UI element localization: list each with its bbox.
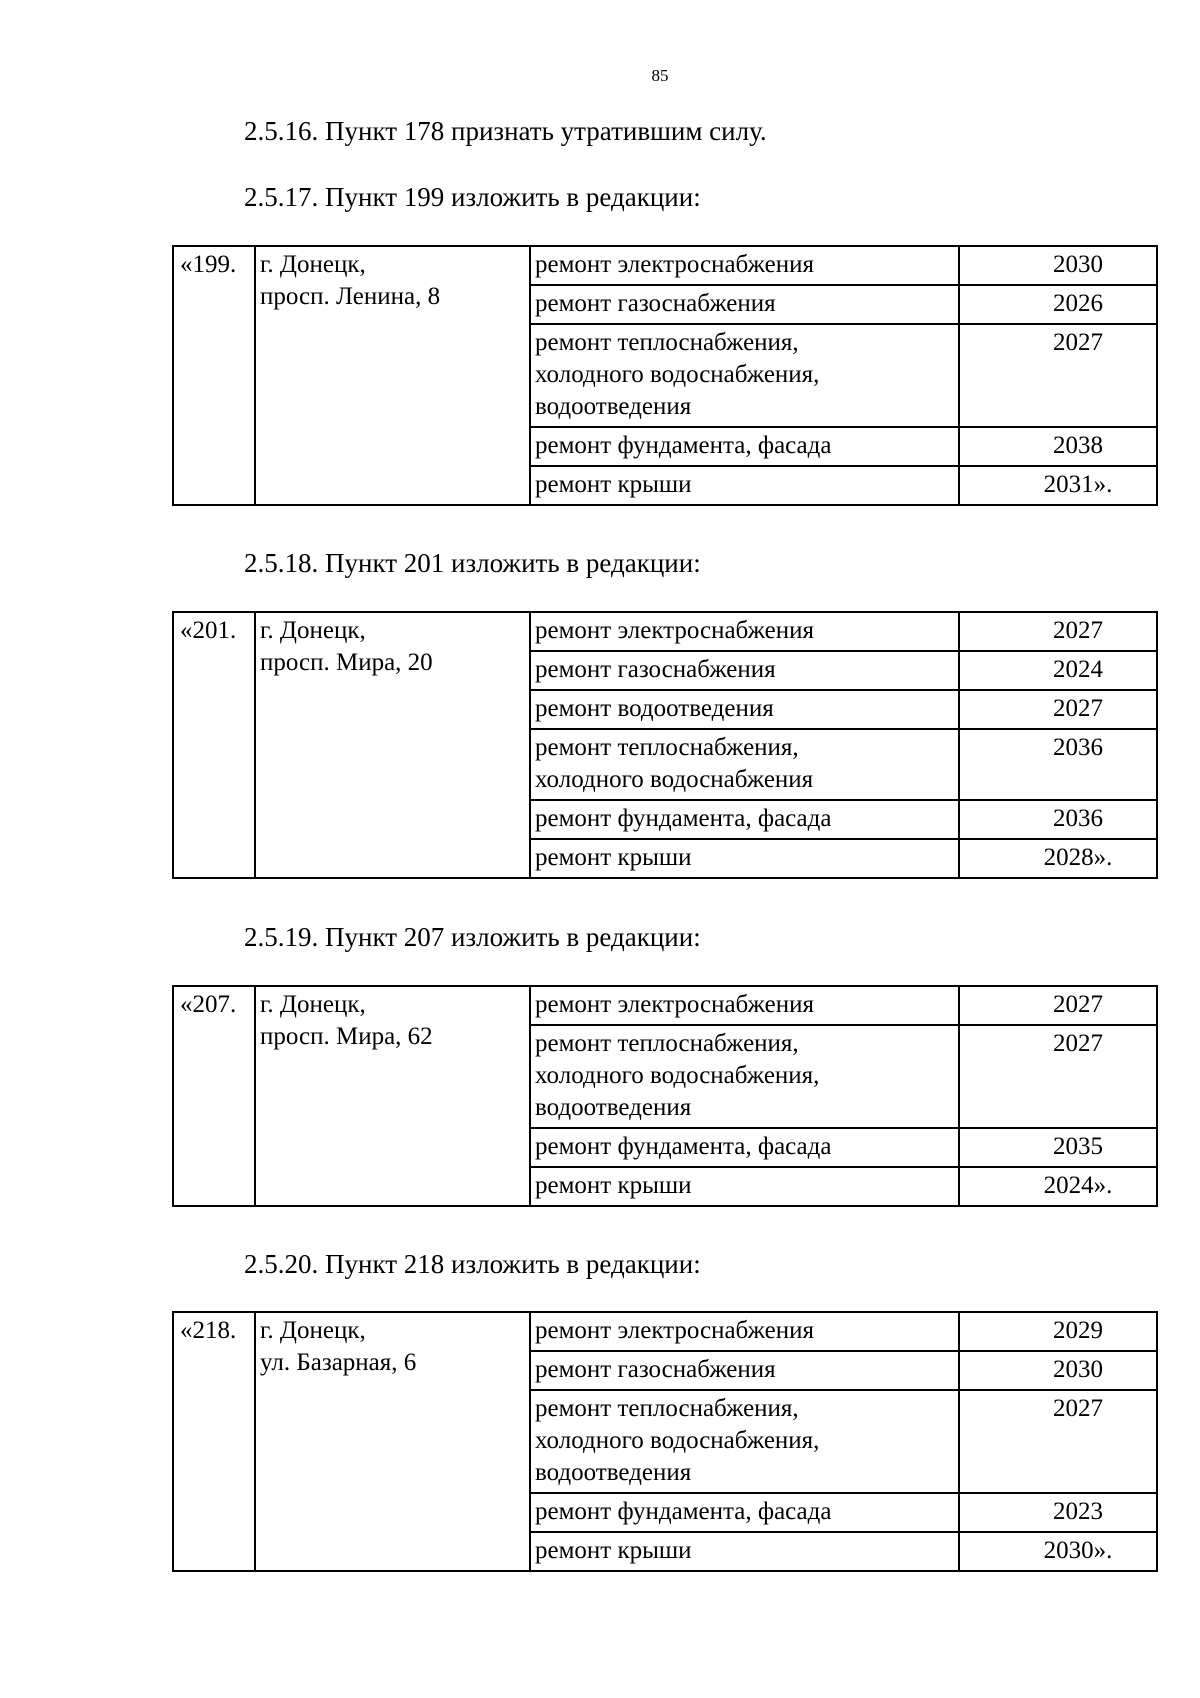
year-cell: 2030 <box>959 246 1157 285</box>
work-type-cell <box>530 466 959 505</box>
work-type-line: ремонт теплоснабжения, <box>535 1395 799 1422</box>
year-cell: 2028». <box>959 839 1157 878</box>
paragraph-2-5-18: 2.5.18. Пункт 201 изложить в редакции: <box>244 548 701 578</box>
item-number: «218. <box>173 1312 255 1571</box>
work-type-cell <box>530 612 959 651</box>
table-row <box>173 986 1157 1025</box>
year-cell: 2036 <box>959 800 1157 839</box>
work-type-line: ремонт теплоснабжения, <box>535 1030 799 1057</box>
work-type-line: ремонт электроснабжения <box>535 1317 814 1344</box>
year-cell: 2027 <box>959 986 1157 1025</box>
year-cell: 2027 <box>959 1025 1157 1128</box>
year-cell: 2024». <box>959 1167 1157 1206</box>
work-type-line: ремонт газоснабжения <box>535 656 776 683</box>
address-line: ул. Базарная, 6 <box>260 1349 417 1376</box>
address-line: г. Донецк, <box>260 991 366 1018</box>
work-type-cell <box>530 1167 959 1206</box>
work-type-line: водоотведения <box>535 393 692 420</box>
address-line: просп. Мира, 20 <box>260 649 433 676</box>
work-type-line: ремонт фундамента, фасада <box>535 1498 832 1525</box>
year-cell: 2027 <box>959 612 1157 651</box>
work-type-line: ремонт теплоснабжения, <box>535 329 799 356</box>
work-type-cell <box>530 729 959 800</box>
year-cell: 2024 <box>959 651 1157 690</box>
work-type-line: холодного водоснабжения, <box>535 361 820 388</box>
year-cell: 2027 <box>959 1390 1157 1493</box>
work-type-cell <box>530 651 959 690</box>
item-number: «199. <box>173 246 255 505</box>
table-item-199 <box>172 245 1158 506</box>
work-type-line: ремонт теплоснабжения, <box>535 734 799 761</box>
table-item-218 <box>172 1311 1158 1572</box>
address-line: г. Донецк, <box>260 1317 366 1344</box>
item-number: «207. <box>173 986 255 1206</box>
table-item-201 <box>172 611 1158 879</box>
work-type-line: ремонт крыши <box>535 844 692 871</box>
work-type-cell <box>530 285 959 324</box>
work-type-line: ремонт электроснабжения <box>535 991 814 1018</box>
page-number: 85 <box>651 66 669 85</box>
paragraph-2-5-17: 2.5.17. Пункт 199 изложить в редакции: <box>244 182 701 212</box>
address-line: просп. Ленина, 8 <box>260 283 441 310</box>
work-type-cell <box>530 800 959 839</box>
work-type-line: ремонт фундамента, фасада <box>535 805 832 832</box>
work-type-line: холодного водоснабжения, <box>535 1427 820 1454</box>
work-type-cell <box>530 1312 959 1351</box>
work-type-line: холодного водоснабжения, <box>535 1062 820 1089</box>
table-row <box>173 246 1157 285</box>
work-type-line: ремонт крыши <box>535 1537 692 1564</box>
work-type-cell <box>530 986 959 1025</box>
work-type-cell <box>530 1351 959 1390</box>
work-type-cell <box>530 690 959 729</box>
work-type-line: водоотведения <box>535 1094 692 1121</box>
address-cell <box>255 612 530 878</box>
work-type-cell <box>530 1532 959 1571</box>
year-cell: 2030 <box>959 1351 1157 1390</box>
table-row <box>173 1312 1157 1351</box>
work-type-cell <box>530 1493 959 1532</box>
work-type-cell <box>530 1025 959 1128</box>
work-type-line: ремонт фундамента, фасада <box>535 1133 832 1160</box>
address-line: г. Донецк, <box>260 617 366 644</box>
year-cell: 2030». <box>959 1532 1157 1571</box>
work-type-line: ремонт электроснабжения <box>535 251 814 278</box>
work-type-line: холодного водоснабжения <box>535 766 814 793</box>
address-line: просп. Мира, 62 <box>260 1023 433 1050</box>
work-type-line: водоотведения <box>535 1459 692 1486</box>
paragraph-2-5-19: 2.5.19. Пункт 207 изложить в редакции: <box>244 922 701 952</box>
year-cell: 2026 <box>959 285 1157 324</box>
year-cell: 2036 <box>959 729 1157 800</box>
work-type-cell <box>530 324 959 427</box>
work-type-line: ремонт электроснабжения <box>535 617 814 644</box>
address-cell <box>255 986 530 1206</box>
work-type-line: ремонт крыши <box>535 471 692 498</box>
work-type-cell <box>530 1390 959 1493</box>
year-cell: 2035 <box>959 1128 1157 1167</box>
year-cell: 2027 <box>959 324 1157 427</box>
work-type-line: ремонт фундамента, фасада <box>535 432 832 459</box>
address-cell <box>255 1312 530 1571</box>
address-cell <box>255 246 530 505</box>
year-cell: 2038 <box>959 427 1157 466</box>
work-type-cell <box>530 839 959 878</box>
year-cell: 2023 <box>959 1493 1157 1532</box>
paragraph-2-5-20: 2.5.20. Пункт 218 изложить в редакции: <box>244 1249 701 1279</box>
work-type-cell <box>530 427 959 466</box>
work-type-line: ремонт крыши <box>535 1172 692 1199</box>
work-type-cell <box>530 1128 959 1167</box>
year-cell: 2029 <box>959 1312 1157 1351</box>
work-type-line: ремонт газоснабжения <box>535 1356 776 1383</box>
year-cell: 2031». <box>959 466 1157 505</box>
item-number: «201. <box>173 612 255 878</box>
paragraph-2-5-16: 2.5.16. Пункт 178 признать утратившим силу. <box>244 116 767 146</box>
work-type-line: ремонт водоотведения <box>535 695 774 722</box>
year-cell: 2027 <box>959 690 1157 729</box>
work-type-cell <box>530 246 959 285</box>
table-row <box>173 612 1157 651</box>
table-item-207 <box>172 985 1158 1207</box>
address-line: г. Донецк, <box>260 251 366 278</box>
work-type-line: ремонт газоснабжения <box>535 290 776 317</box>
